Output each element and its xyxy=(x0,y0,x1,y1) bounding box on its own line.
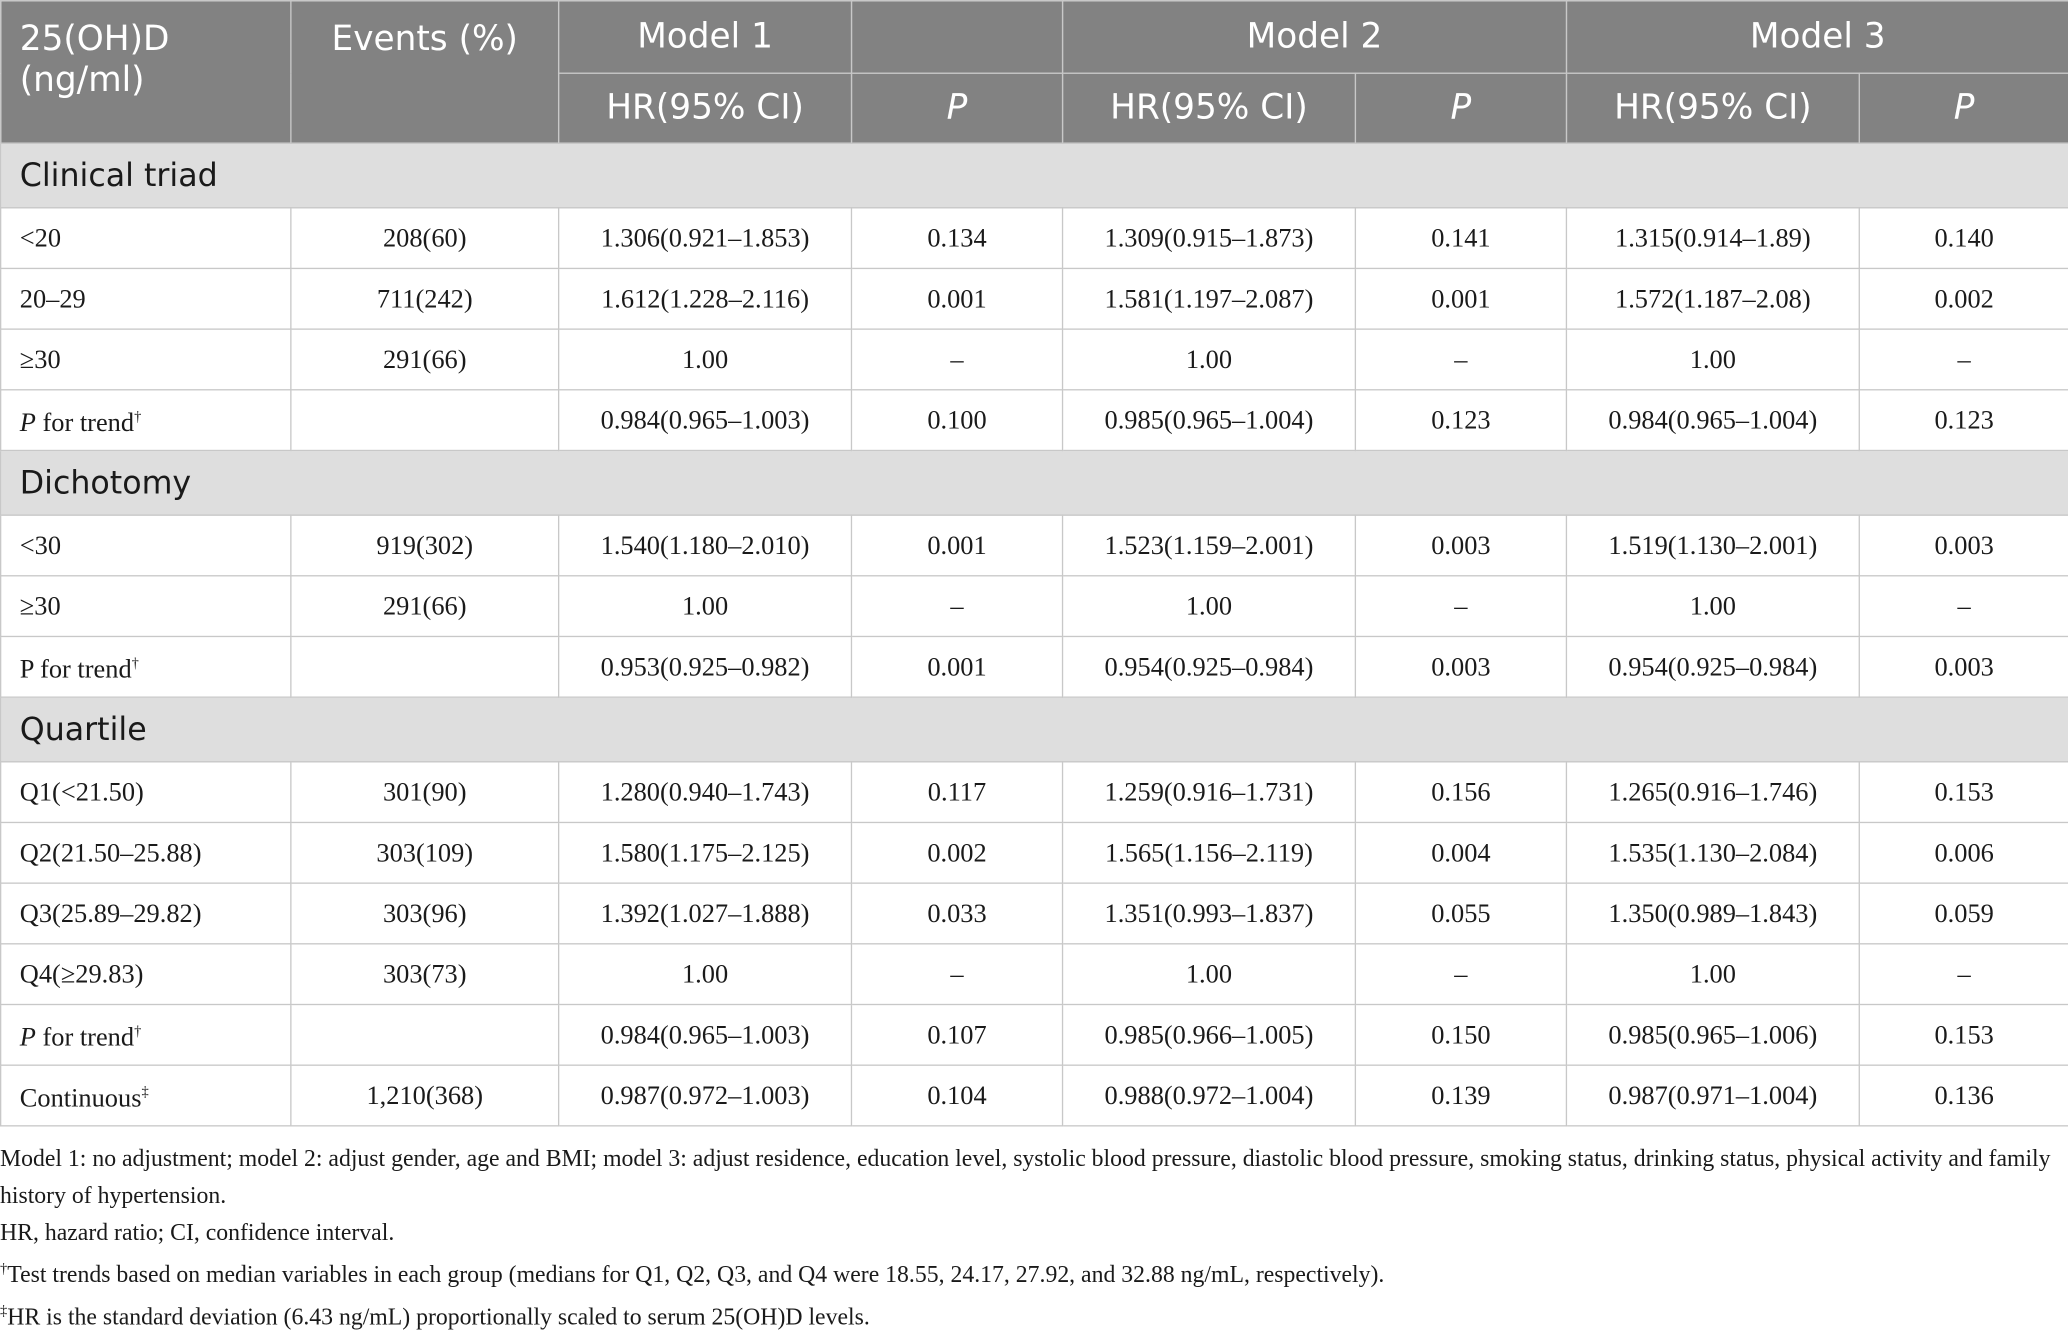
model-1-p-cell: 0.002 xyxy=(851,822,1062,883)
model-1-hr-cell: 1.306(0.921–1.853) xyxy=(559,208,852,269)
row-label xyxy=(1,1004,291,1065)
table-row xyxy=(1,515,2068,576)
row-label-italic: P xyxy=(19,408,36,438)
model-2-p-cell: 0.156 xyxy=(1355,762,1566,823)
model-3-hr-cell: 0.954(0.925–0.984) xyxy=(1566,636,1859,697)
model-1-hr-cell: 1.612(1.228–2.116) xyxy=(559,268,852,329)
model-1-p-cell: 0.107 xyxy=(851,1004,1062,1065)
model-2-hr-cell: 1.351(0.993–1.837) xyxy=(1063,883,1356,944)
footnote xyxy=(0,1251,2051,1293)
table-row xyxy=(1,944,2068,1005)
model-3-hr-cell: 1.350(0.989–1.843) xyxy=(1566,883,1859,944)
row-label-footnote-mark: † xyxy=(131,655,139,672)
events-cell xyxy=(291,1004,559,1065)
table-row xyxy=(1,762,2068,823)
events-cell: 291(66) xyxy=(291,576,559,637)
model-1-hr-cell: 1.00 xyxy=(559,329,852,390)
model-2-hr-cell: 1.259(0.916–1.731) xyxy=(1063,762,1356,823)
section-header-row xyxy=(1,143,2068,208)
model-1-hr-cell: 1.392(1.027–1.888) xyxy=(559,883,852,944)
table-row xyxy=(1,636,2068,697)
table-row xyxy=(1,1004,2068,1065)
row-label-text: P for trend xyxy=(19,655,132,685)
model-2-hr-cell: 1.523(1.159–2.001) xyxy=(1063,515,1356,576)
row-label-text: Q2(21.50–25.88) xyxy=(19,838,202,868)
header-p: P xyxy=(851,73,1062,143)
row-label xyxy=(1,822,291,883)
table-row xyxy=(1,329,2068,390)
model-2-p-cell: 0.001 xyxy=(1355,268,1566,329)
model-2-p-cell: 0.141 xyxy=(1355,208,1566,269)
model-3-hr-cell: 1.00 xyxy=(1566,576,1859,637)
model-1-p-cell: 0.001 xyxy=(851,268,1062,329)
model-3-p-cell: – xyxy=(1859,329,2068,390)
model-1-p-cell: 0.117 xyxy=(851,762,1062,823)
header-hr: HR(95% CI) xyxy=(1063,73,1356,143)
row-label-text: Q3(25.89–29.82) xyxy=(19,898,202,928)
row-label-text: for trend xyxy=(35,1023,135,1053)
table-row xyxy=(1,1065,2068,1126)
footnote: HR, hazard ratio; CI, confidence interval. xyxy=(0,1218,395,1246)
model-2-hr-cell: 0.988(0.972–1.004) xyxy=(1063,1065,1356,1126)
model-1-p-cell: 0.033 xyxy=(851,883,1062,944)
table-row xyxy=(1,822,2068,883)
row-label xyxy=(1,883,291,944)
row-label-text: <30 xyxy=(19,530,62,560)
model-1-p-cell: 0.001 xyxy=(851,636,1062,697)
model-1-p-cell: – xyxy=(851,944,1062,1005)
model-3-hr-cell: 0.984(0.965–1.004) xyxy=(1566,390,1859,451)
model-1-hr-cell: 0.953(0.925–0.982) xyxy=(559,636,852,697)
row-label-text: for trend xyxy=(35,408,135,438)
model-2-p-cell: – xyxy=(1355,576,1566,637)
header-hr: HR(95% CI) xyxy=(559,73,852,143)
table-header xyxy=(1,1,2068,143)
model-3-p-cell: 0.059 xyxy=(1859,883,2068,944)
model-1-p-cell: – xyxy=(851,329,1062,390)
model-2-hr-cell: 0.985(0.965–1.004) xyxy=(1063,390,1356,451)
table-row xyxy=(1,576,2068,637)
model-3-p-cell: 0.003 xyxy=(1859,636,2068,697)
table-row xyxy=(1,208,2068,269)
events-cell: 301(90) xyxy=(291,762,559,823)
row-label-text: ≥30 xyxy=(19,344,61,374)
model-3-p-cell: 0.136 xyxy=(1859,1065,2068,1126)
row-label-text: <20 xyxy=(19,223,62,253)
model-2-hr-cell: 1.00 xyxy=(1063,944,1356,1005)
model-1-hr-cell: 0.984(0.965–1.003) xyxy=(559,1004,852,1065)
events-cell: 208(60) xyxy=(291,208,559,269)
row-label-text: ≥30 xyxy=(19,591,61,621)
model-2-hr-cell: 1.565(1.156–2.119) xyxy=(1063,822,1356,883)
model-3-hr-cell: 0.987(0.971–1.004) xyxy=(1566,1065,1859,1126)
model-2-p-cell: 0.003 xyxy=(1355,515,1566,576)
header-variable: 25(OH)D (ng/ml) xyxy=(1,1,291,143)
model-2-p-cell: 0.150 xyxy=(1355,1004,1566,1065)
model-2-hr-cell: 1.581(1.197–2.087) xyxy=(1063,268,1356,329)
footnote xyxy=(0,1293,2051,1335)
model-1-p-cell: 0.134 xyxy=(851,208,1062,269)
model-3-p-cell: 0.140 xyxy=(1859,208,2068,269)
model-2-hr-cell: 1.00 xyxy=(1063,329,1356,390)
model-3-hr-cell: 1.572(1.187–2.08) xyxy=(1566,268,1859,329)
model-3-p-cell: 0.123 xyxy=(1859,390,2068,451)
model-1-hr-cell: 0.987(0.972–1.003) xyxy=(559,1065,852,1126)
header-model-1: Model 1 xyxy=(559,1,852,74)
events-cell xyxy=(291,636,559,697)
model-3-hr-cell: 1.519(1.130–2.001) xyxy=(1566,515,1859,576)
header-p: P xyxy=(1355,73,1566,143)
events-cell: 711(242) xyxy=(291,268,559,329)
model-3-p-cell: – xyxy=(1859,576,2068,637)
model-1-hr-cell: 0.984(0.965–1.003) xyxy=(559,390,852,451)
row-label xyxy=(1,762,291,823)
footnote-mark: † xyxy=(0,1261,8,1277)
model-2-p-cell: 0.123 xyxy=(1355,390,1566,451)
row-label-italic: P xyxy=(19,1023,36,1053)
header-p: P xyxy=(1859,73,2068,143)
model-2-hr-cell: 1.00 xyxy=(1063,576,1356,637)
model-3-hr-cell: 1.00 xyxy=(1566,944,1859,1005)
row-label xyxy=(1,576,291,637)
model-3-hr-cell: 0.985(0.965–1.006) xyxy=(1566,1004,1859,1065)
model-1-p-cell: – xyxy=(851,576,1062,637)
model-1-p-cell: 0.001 xyxy=(851,515,1062,576)
table-body xyxy=(1,143,2068,1126)
row-label xyxy=(1,390,291,451)
model-3-hr-cell: 1.315(0.914–1.89) xyxy=(1566,208,1859,269)
section-title: Dichotomy xyxy=(1,450,2068,515)
events-cell: 1,210(368) xyxy=(291,1065,559,1126)
events-cell: 303(109) xyxy=(291,822,559,883)
row-label-text: Continuous xyxy=(19,1084,142,1114)
section-header-row xyxy=(1,697,2068,762)
model-2-p-cell: – xyxy=(1355,944,1566,1005)
events-cell: 919(302) xyxy=(291,515,559,576)
table-row xyxy=(1,390,2068,451)
row-label-footnote-mark: † xyxy=(134,409,142,425)
header-model-3: Model 3 xyxy=(1566,1,2068,74)
model-3-p-cell: 0.153 xyxy=(1859,762,2068,823)
header-model-2: Model 2 xyxy=(1063,1,1567,74)
row-label xyxy=(1,636,291,697)
footnote-text: Test trends based on median variables in each group (medians for Q1, Q2, Q3, and Q4 were 18.55, 24.17, 27.92, and 32.88 ng/mL, respectively). xyxy=(7,1261,1385,1288)
model-2-p-cell: 0.004 xyxy=(1355,822,1566,883)
events-cell: 291(66) xyxy=(291,329,559,390)
events-cell xyxy=(291,390,559,451)
model-2-p-cell: 0.055 xyxy=(1355,883,1566,944)
model-3-p-cell: 0.153 xyxy=(1859,1004,2068,1065)
events-cell: 303(73) xyxy=(291,944,559,1005)
table-footnotes xyxy=(0,1127,2051,1335)
row-label-footnote-mark: † xyxy=(134,1023,142,1040)
footnote-text: HR is the standard deviation (6.43 ng/mL) proportionally scaled to serum 25(OH)D levels. xyxy=(7,1303,870,1330)
model-3-p-cell: – xyxy=(1859,944,2068,1005)
section-header-row xyxy=(1,450,2068,515)
model-1-hr-cell: 1.280(0.940–1.743) xyxy=(559,762,852,823)
table-row xyxy=(1,268,2068,329)
model-2-hr-cell: 1.309(0.915–1.873) xyxy=(1063,208,1356,269)
model-3-hr-cell: 1.00 xyxy=(1566,329,1859,390)
footnote: Model 1: no adjustment; model 2: adjust gender, age and BMI; model 3: adjust residence, education level, systolic blood pressure, diastolic blood pressure, smoking status, drinking status, physical activity and family history of hypertension. xyxy=(0,1144,2051,1209)
model-2-p-cell: 0.139 xyxy=(1355,1065,1566,1126)
model-3-hr-cell: 1.265(0.916–1.746) xyxy=(1566,762,1859,823)
row-label xyxy=(1,329,291,390)
model-1-p-cell: 0.104 xyxy=(851,1065,1062,1126)
model-1-hr-cell: 1.00 xyxy=(559,944,852,1005)
model-3-p-cell: 0.003 xyxy=(1859,515,2068,576)
model-3-hr-cell: 1.535(1.130–2.084) xyxy=(1566,822,1859,883)
row-label xyxy=(1,208,291,269)
row-label xyxy=(1,1065,291,1126)
model-2-hr-cell: 0.985(0.966–1.005) xyxy=(1063,1004,1356,1065)
model-2-hr-cell: 0.954(0.925–0.984) xyxy=(1063,636,1356,697)
row-label-footnote-mark: ‡ xyxy=(141,1084,149,1101)
model-1-p-cell: 0.100 xyxy=(851,390,1062,451)
row-label xyxy=(1,944,291,1005)
model-1-hr-cell: 1.540(1.180–2.010) xyxy=(559,515,852,576)
section-title: Clinical triad xyxy=(1,143,2068,208)
footnote-mark: ‡ xyxy=(0,1303,8,1320)
model-1-hr-cell: 1.00 xyxy=(559,576,852,637)
model-3-p-cell: 0.002 xyxy=(1859,268,2068,329)
model-2-p-cell: 0.003 xyxy=(1355,636,1566,697)
row-label-text: 20–29 xyxy=(19,284,86,314)
table-row xyxy=(1,883,2068,944)
events-cell: 303(96) xyxy=(291,883,559,944)
row-label-text: Q4(≥29.83) xyxy=(19,959,144,989)
row-label xyxy=(1,268,291,329)
header-model-1-spacer xyxy=(851,1,1062,74)
header-events: Events (%) xyxy=(291,1,559,143)
row-label-text: Q1(<21.50) xyxy=(19,777,144,807)
header-hr: HR(95% CI) xyxy=(1566,73,1859,143)
section-title: Quartile xyxy=(1,697,2068,762)
model-2-p-cell: – xyxy=(1355,329,1566,390)
row-label xyxy=(1,515,291,576)
model-1-hr-cell: 1.580(1.175–2.125) xyxy=(559,822,852,883)
model-3-p-cell: 0.006 xyxy=(1859,822,2068,883)
